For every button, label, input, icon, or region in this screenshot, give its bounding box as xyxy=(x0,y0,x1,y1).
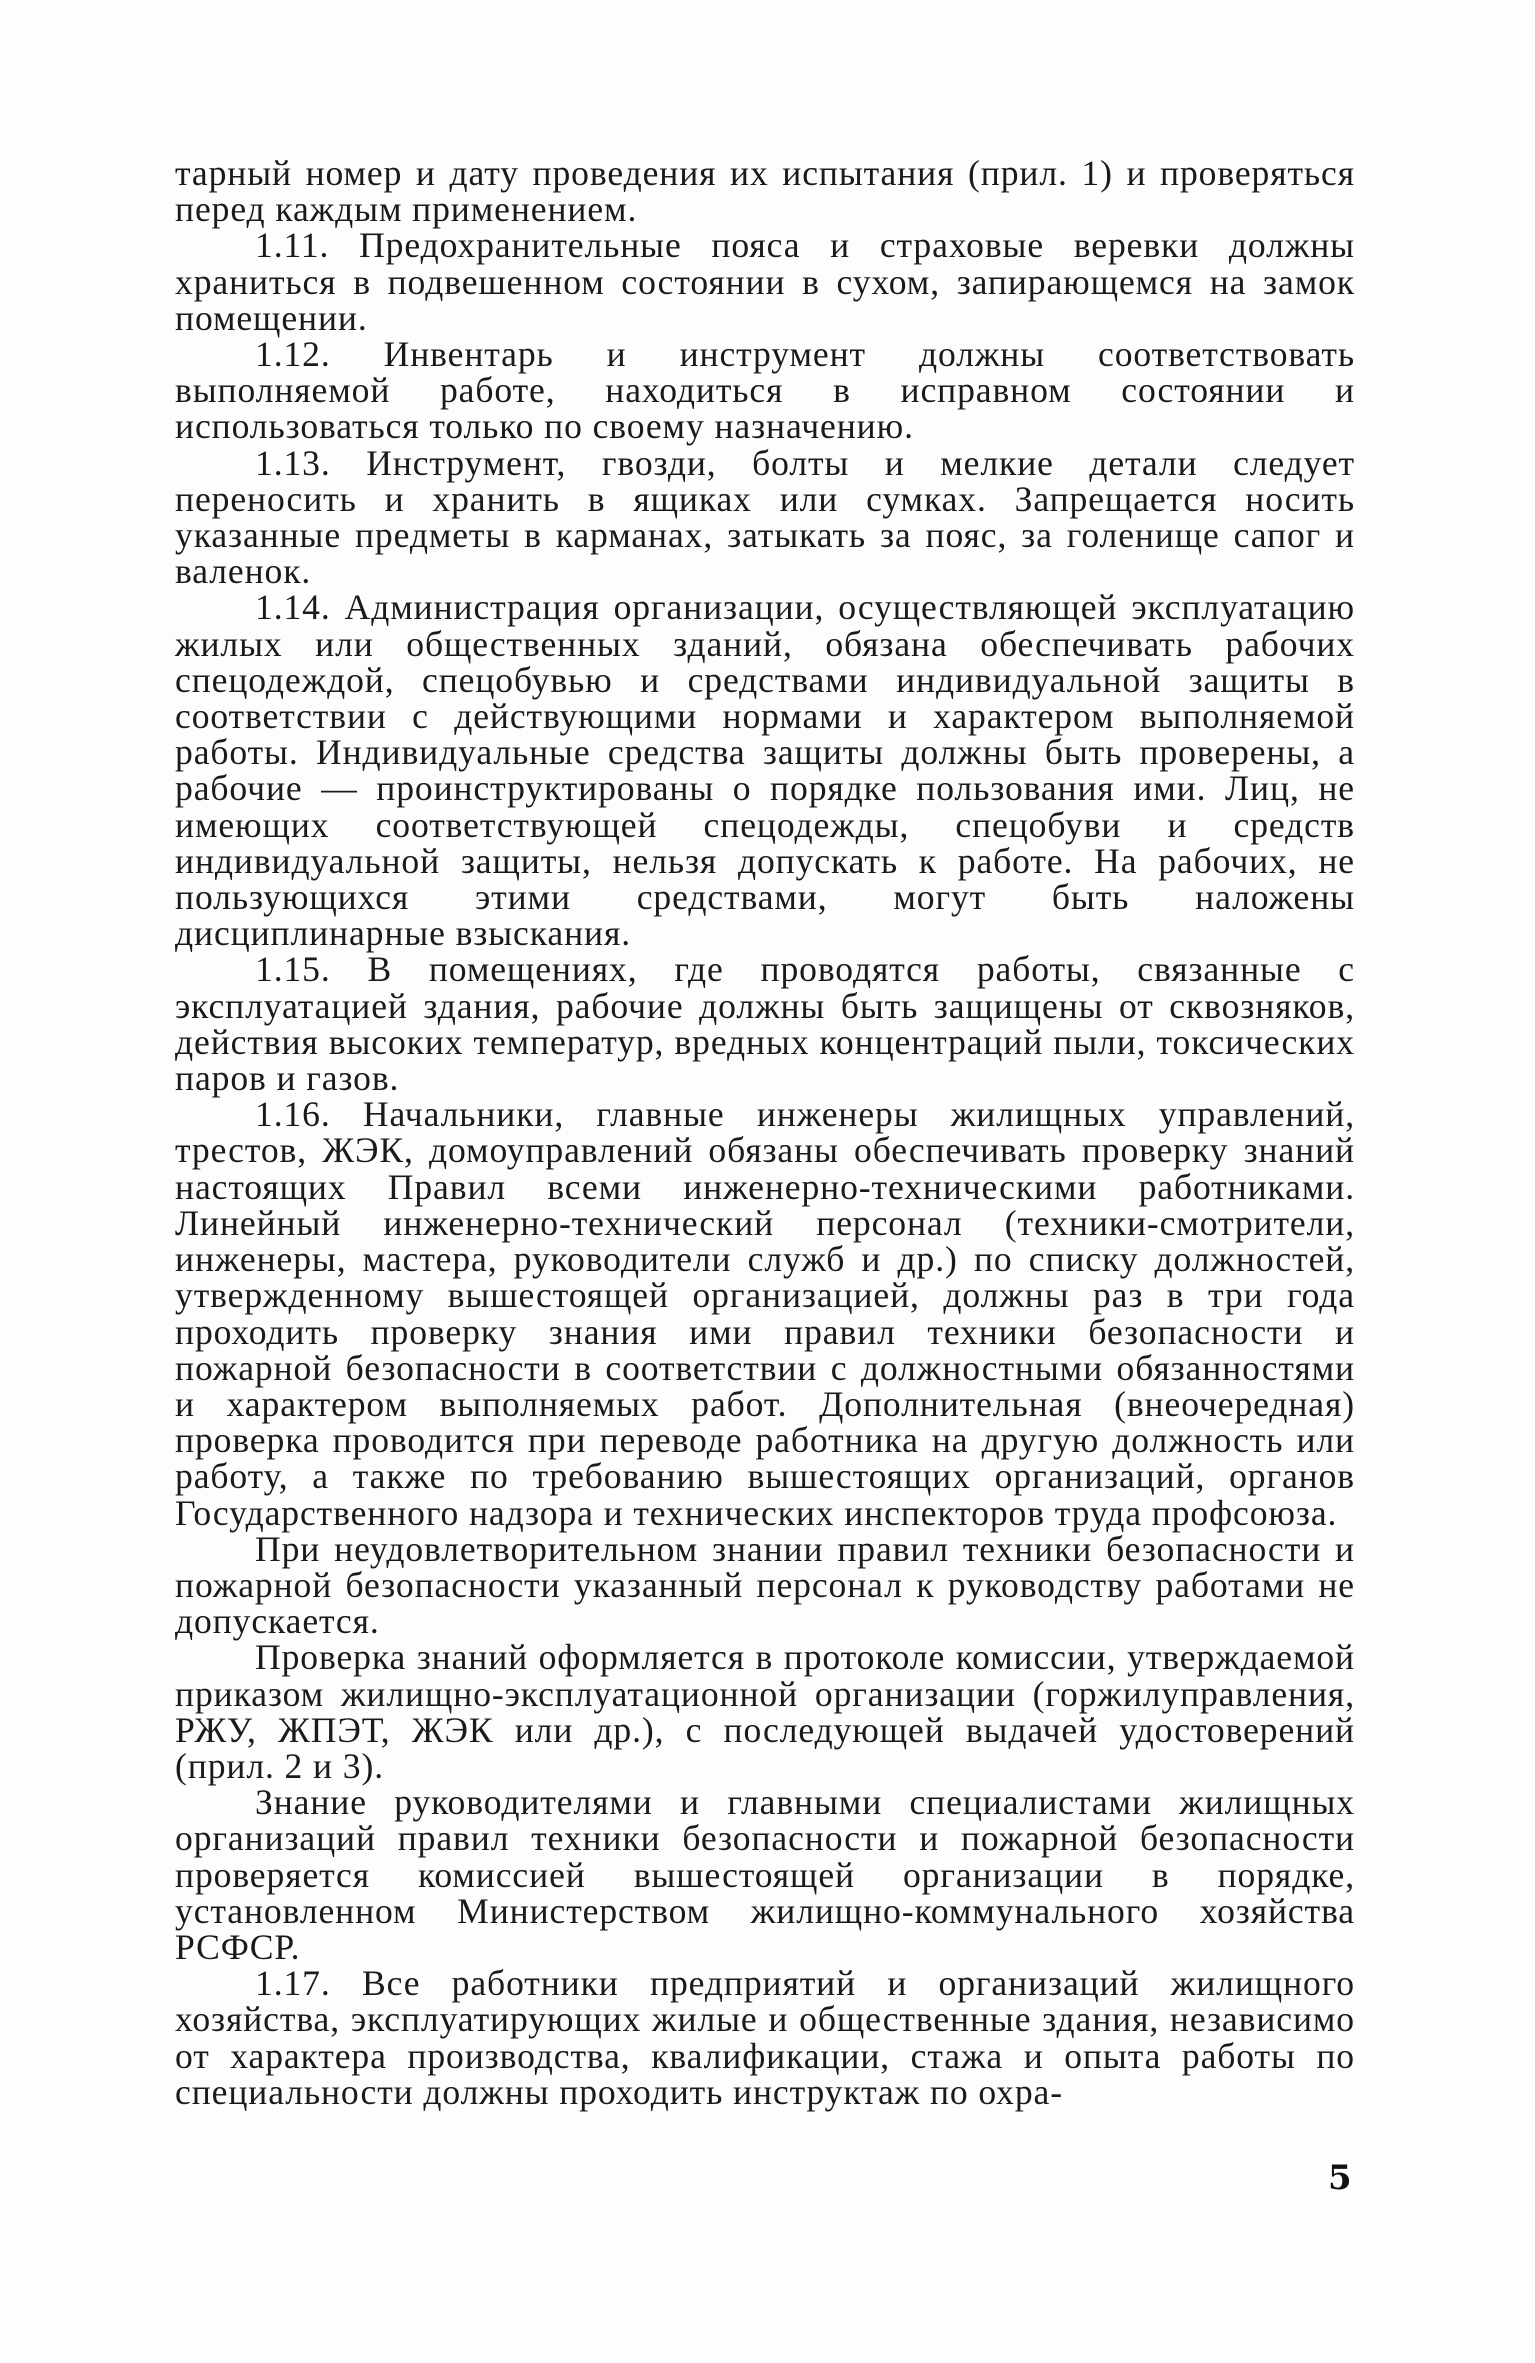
paragraph-1-12: 1.12. Инвентарь и инструмент должны соответствовать выполняемой работе, находиться в исправном состоянии и использоваться только по своему назначению. xyxy=(175,334,1355,447)
body-text xyxy=(175,155,1355,2110)
paragraph-1-11: 1.11. Предохранительные пояса и страховые веревки должны храниться в подвешенном состоянии в сухом, запирающемся на замок помещении. xyxy=(175,225,1355,338)
page-number: 5 xyxy=(1328,2158,1352,2198)
paragraph-1-13: 1.13. Инструмент, гвозди, болты и мелкие детали следует переносить и хранить в ящиках или сумках. Запрещается носить указанные предметы в карманах, затыкать за пояс, за голенище сапог и валенок. xyxy=(175,442,1355,592)
paragraph-1-17: 1.17. Все работники предприятий и организаций жилищного хозяйства, эксплуатирующих жилые и общественные здания, независимо от характера производства, квалификации, стажа и опыта работы по специальности должны проходить инструктаж по охра- xyxy=(175,1963,1355,2112)
paragraph-1-16: 1.16. Начальники, главные инженеры жилищных управлений, трестов, ЖЭК, домоуправлений обязаны обеспечивать проверку знаний настоящих Правил всеми инженерно-техническими работниками. Линейный инженерно-технический персонал (техники-смотрители, инженеры, мастера, руководители служб и др.) по списку должностей, утвержденному вышестоящей организацией, должны раз в три года проходить проверку знания ими правил техники безопасности и пожарной безопасности в соответствии с должностными обязанностями и характером выполняемых работ. Дополнительная (внеочередная) проверка проводится при переводе работника на другую должность или работу, а также по требованию вышестоящих организаций, органов Государственного надзора и технических инспекторов труда профсоюза. xyxy=(175,1094,1355,1533)
paragraph-1-16-unsatisfactory: При неудовлетворительном знании правил техники безопасности и пожарной безопасности указанный персонал к руководству работами не допускается. xyxy=(175,1528,1355,1642)
paragraph-1-16-protocol: Проверка знаний оформляется в протоколе комиссии, утверждаемой приказом жилищно-эксплуатационной организации (горжилуправления, РЖУ, ЖПЭТ, ЖЭК или др.), с последующей выдачей удостоверений (прил. 2 и 3). xyxy=(175,1637,1355,1786)
paragraph-1-14: 1.14. Администрация организации, осуществляющей эксплуатацию жилых или общественных зданий, обязана обеспечивать рабочих спецодеждой, спецобувью и средствами индивидуальной защиты в соответствии с действующими нормами и характером выполняемой работы. Индивидуальные средства защиты должны быть проверены, а рабочие — проинструктированы о порядке пользования ими. Лиц, не имеющих соответствующей спецодежды, спецобуви и средств индивидуальной защиты, нельзя допускать к работе. На рабочих, не пользующихся этими средствами, могут быть наложены дисциплинарные взыскания. xyxy=(175,587,1355,954)
paragraph-continuation: тарный номер и дату проведения их испытания (прил. 1) и проверяться перед каждым применением. xyxy=(175,153,1355,230)
paragraph-1-15: 1.15. В помещениях, где проводятся работы, связанные с эксплуатацией здания, рабочие должны быть защищены от сквозняков, действия высоких температур, вредных концентраций пыли, токсических паров и газов. xyxy=(175,949,1355,1099)
paragraph-1-16-managers: Знание руководителями и главными специалистами жилищных организаций правил техники безопасности и пожарной безопасности проверяется комиссией вышестоящей организации в порядке, установленном Министерством жилищно-коммунального хозяйства РСФСР. xyxy=(175,1782,1355,1967)
